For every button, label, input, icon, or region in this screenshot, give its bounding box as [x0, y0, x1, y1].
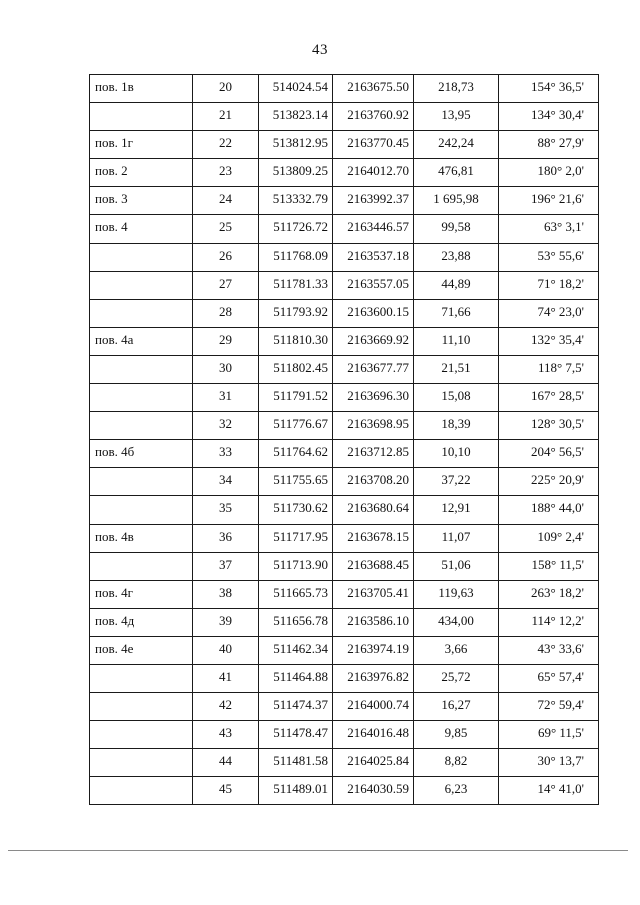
table-row	[90, 693, 599, 721]
y-coordinate-cell: 2163677.77	[333, 355, 414, 383]
x-coordinate-cell: 511656.78	[259, 608, 333, 636]
direction-angle-cell: 134° 30,4'	[499, 103, 599, 131]
turn-label-cell: пов. 4д	[90, 608, 193, 636]
y-coordinate-cell: 2164025.84	[333, 749, 414, 777]
turn-label-cell	[90, 299, 193, 327]
y-coordinate-cell: 2163974.19	[333, 636, 414, 664]
point-number-cell: 30	[193, 355, 259, 383]
point-number-cell: 23	[193, 159, 259, 187]
x-coordinate-cell: 511730.62	[259, 496, 333, 524]
table-row	[90, 777, 599, 805]
direction-angle-cell: 204° 56,5'	[499, 440, 599, 468]
point-number-cell: 25	[193, 215, 259, 243]
point-number-cell: 37	[193, 552, 259, 580]
direction-angle-cell: 114° 12,2'	[499, 608, 599, 636]
length-cell: 99,58	[414, 215, 499, 243]
point-number-cell: 43	[193, 721, 259, 749]
y-coordinate-cell: 2163708.20	[333, 468, 414, 496]
length-cell: 13,95	[414, 103, 499, 131]
turn-label-cell	[90, 243, 193, 271]
table-row	[90, 636, 599, 664]
y-coordinate-cell: 2163705.41	[333, 580, 414, 608]
direction-angle-cell: 118° 7,5'	[499, 355, 599, 383]
length-cell: 218,73	[414, 75, 499, 103]
point-number-cell: 33	[193, 440, 259, 468]
length-cell: 11,10	[414, 327, 499, 355]
table-row	[90, 412, 599, 440]
length-cell: 23,88	[414, 243, 499, 271]
y-coordinate-cell: 2164016.48	[333, 721, 414, 749]
table-row	[90, 552, 599, 580]
direction-angle-cell: 74° 23,0'	[499, 299, 599, 327]
y-coordinate-cell: 2163696.30	[333, 384, 414, 412]
direction-angle-cell: 128° 30,5'	[499, 412, 599, 440]
table-row	[90, 187, 599, 215]
point-number-cell: 38	[193, 580, 259, 608]
turn-label-cell: пов. 1в	[90, 75, 193, 103]
direction-angle-cell: 158° 11,5'	[499, 552, 599, 580]
y-coordinate-cell: 2163675.50	[333, 75, 414, 103]
length-cell: 12,91	[414, 496, 499, 524]
table-row	[90, 608, 599, 636]
length-cell: 11,07	[414, 524, 499, 552]
table-row	[90, 468, 599, 496]
table-row	[90, 103, 599, 131]
x-coordinate-cell: 511713.90	[259, 552, 333, 580]
direction-angle-cell: 225° 20,9'	[499, 468, 599, 496]
point-number-cell: 41	[193, 664, 259, 692]
direction-angle-cell: 69° 11,5'	[499, 721, 599, 749]
turn-label-cell: пов. 2	[90, 159, 193, 187]
turn-label-cell	[90, 721, 193, 749]
length-cell: 44,89	[414, 271, 499, 299]
point-number-cell: 40	[193, 636, 259, 664]
x-coordinate-cell: 513332.79	[259, 187, 333, 215]
length-cell: 18,39	[414, 412, 499, 440]
turn-label-cell	[90, 496, 193, 524]
turn-label-cell	[90, 355, 193, 383]
y-coordinate-cell: 2163586.10	[333, 608, 414, 636]
point-number-cell: 24	[193, 187, 259, 215]
table-body	[90, 75, 599, 805]
x-coordinate-cell: 511764.62	[259, 440, 333, 468]
table-row	[90, 299, 599, 327]
y-coordinate-cell: 2163770.45	[333, 131, 414, 159]
turn-label-cell: пов. 4б	[90, 440, 193, 468]
table-row	[90, 440, 599, 468]
turn-label-cell	[90, 271, 193, 299]
x-coordinate-cell: 511755.65	[259, 468, 333, 496]
point-number-cell: 20	[193, 75, 259, 103]
table-row	[90, 327, 599, 355]
point-number-cell: 22	[193, 131, 259, 159]
point-number-cell: 31	[193, 384, 259, 412]
y-coordinate-cell: 2163760.92	[333, 103, 414, 131]
point-number-cell: 36	[193, 524, 259, 552]
x-coordinate-cell: 511481.58	[259, 749, 333, 777]
coordinates-table	[89, 74, 599, 805]
x-coordinate-cell: 511717.95	[259, 524, 333, 552]
y-coordinate-cell: 2163698.95	[333, 412, 414, 440]
point-number-cell: 45	[193, 777, 259, 805]
y-coordinate-cell: 2163688.45	[333, 552, 414, 580]
point-number-cell: 42	[193, 693, 259, 721]
turn-label-cell: пов. 4в	[90, 524, 193, 552]
turn-label-cell	[90, 749, 193, 777]
x-coordinate-cell: 511810.30	[259, 327, 333, 355]
turn-label-cell	[90, 384, 193, 412]
turn-label-cell	[90, 664, 193, 692]
x-coordinate-cell: 511781.33	[259, 271, 333, 299]
x-coordinate-cell: 511665.73	[259, 580, 333, 608]
length-cell: 119,63	[414, 580, 499, 608]
point-number-cell: 34	[193, 468, 259, 496]
y-coordinate-cell: 2163537.18	[333, 243, 414, 271]
footer-divider	[8, 850, 628, 851]
point-number-cell: 35	[193, 496, 259, 524]
length-cell: 25,72	[414, 664, 499, 692]
point-number-cell: 21	[193, 103, 259, 131]
length-cell: 10,10	[414, 440, 499, 468]
x-coordinate-cell: 513809.25	[259, 159, 333, 187]
x-coordinate-cell: 514024.54	[259, 75, 333, 103]
direction-angle-cell: 109° 2,4'	[499, 524, 599, 552]
y-coordinate-cell: 2163600.15	[333, 299, 414, 327]
x-coordinate-cell: 511464.88	[259, 664, 333, 692]
point-number-cell: 28	[193, 299, 259, 327]
turn-label-cell	[90, 777, 193, 805]
length-cell: 476,81	[414, 159, 499, 187]
table-row	[90, 580, 599, 608]
direction-angle-cell: 196° 21,6'	[499, 187, 599, 215]
x-coordinate-cell: 511462.34	[259, 636, 333, 664]
x-coordinate-cell: 513812.95	[259, 131, 333, 159]
length-cell: 9,85	[414, 721, 499, 749]
y-coordinate-cell: 2163669.92	[333, 327, 414, 355]
y-coordinate-cell: 2163678.15	[333, 524, 414, 552]
turn-label-cell: пов. 4а	[90, 327, 193, 355]
table-row	[90, 384, 599, 412]
y-coordinate-cell: 2164012.70	[333, 159, 414, 187]
point-number-cell: 44	[193, 749, 259, 777]
table-row	[90, 721, 599, 749]
length-cell: 21,51	[414, 355, 499, 383]
page-number: 43	[312, 42, 328, 58]
direction-angle-cell: 132° 35,4'	[499, 327, 599, 355]
y-coordinate-cell: 2163446.57	[333, 215, 414, 243]
direction-angle-cell: 154° 36,5'	[499, 75, 599, 103]
x-coordinate-cell: 511802.45	[259, 355, 333, 383]
direction-angle-cell: 53° 55,6'	[499, 243, 599, 271]
turn-label-cell	[90, 412, 193, 440]
direction-angle-cell: 43° 33,6'	[499, 636, 599, 664]
turn-label-cell	[90, 693, 193, 721]
length-cell: 6,23	[414, 777, 499, 805]
point-number-cell: 27	[193, 271, 259, 299]
y-coordinate-cell: 2163680.64	[333, 496, 414, 524]
turn-label-cell	[90, 552, 193, 580]
length-cell: 8,82	[414, 749, 499, 777]
x-coordinate-cell: 511768.09	[259, 243, 333, 271]
point-number-cell: 32	[193, 412, 259, 440]
length-cell: 71,66	[414, 299, 499, 327]
turn-label-cell	[90, 103, 193, 131]
turn-label-cell: пов. 4	[90, 215, 193, 243]
length-cell: 16,27	[414, 693, 499, 721]
y-coordinate-cell: 2163992.37	[333, 187, 414, 215]
length-cell: 1 695,98	[414, 187, 499, 215]
table-row	[90, 131, 599, 159]
direction-angle-cell: 167° 28,5'	[499, 384, 599, 412]
length-cell: 15,08	[414, 384, 499, 412]
x-coordinate-cell: 513823.14	[259, 103, 333, 131]
x-coordinate-cell: 511474.37	[259, 693, 333, 721]
length-cell: 242,24	[414, 131, 499, 159]
table-row	[90, 159, 599, 187]
direction-angle-cell: 14° 41,0'	[499, 777, 599, 805]
point-number-cell: 26	[193, 243, 259, 271]
point-number-cell: 39	[193, 608, 259, 636]
direction-angle-cell: 263° 18,2'	[499, 580, 599, 608]
direction-angle-cell: 188° 44,0'	[499, 496, 599, 524]
length-cell: 37,22	[414, 468, 499, 496]
y-coordinate-cell: 2163976.82	[333, 664, 414, 692]
table-row	[90, 271, 599, 299]
table-row	[90, 75, 599, 103]
table-row	[90, 749, 599, 777]
y-coordinate-cell: 2164000.74	[333, 693, 414, 721]
table-row	[90, 355, 599, 383]
turn-label-cell: пов. 4г	[90, 580, 193, 608]
length-cell: 3,66	[414, 636, 499, 664]
x-coordinate-cell: 511726.72	[259, 215, 333, 243]
direction-angle-cell: 65° 57,4'	[499, 664, 599, 692]
table-row	[90, 215, 599, 243]
direction-angle-cell: 30° 13,7'	[499, 749, 599, 777]
point-number-cell: 29	[193, 327, 259, 355]
x-coordinate-cell: 511791.52	[259, 384, 333, 412]
direction-angle-cell: 72° 59,4'	[499, 693, 599, 721]
direction-angle-cell: 71° 18,2'	[499, 271, 599, 299]
turn-label-cell	[90, 468, 193, 496]
y-coordinate-cell: 2163712.85	[333, 440, 414, 468]
table-row	[90, 496, 599, 524]
x-coordinate-cell: 511489.01	[259, 777, 333, 805]
x-coordinate-cell: 511793.92	[259, 299, 333, 327]
y-coordinate-cell: 2164030.59	[333, 777, 414, 805]
length-cell: 434,00	[414, 608, 499, 636]
x-coordinate-cell: 511478.47	[259, 721, 333, 749]
turn-label-cell: пов. 4е	[90, 636, 193, 664]
table-row	[90, 243, 599, 271]
direction-angle-cell: 63° 3,1'	[499, 215, 599, 243]
direction-angle-cell: 88° 27,9'	[499, 131, 599, 159]
turn-label-cell: пов. 3	[90, 187, 193, 215]
direction-angle-cell: 180° 2,0'	[499, 159, 599, 187]
x-coordinate-cell: 511776.67	[259, 412, 333, 440]
table-row	[90, 524, 599, 552]
length-cell: 51,06	[414, 552, 499, 580]
y-coordinate-cell: 2163557.05	[333, 271, 414, 299]
table-row	[90, 664, 599, 692]
turn-label-cell: пов. 1г	[90, 131, 193, 159]
